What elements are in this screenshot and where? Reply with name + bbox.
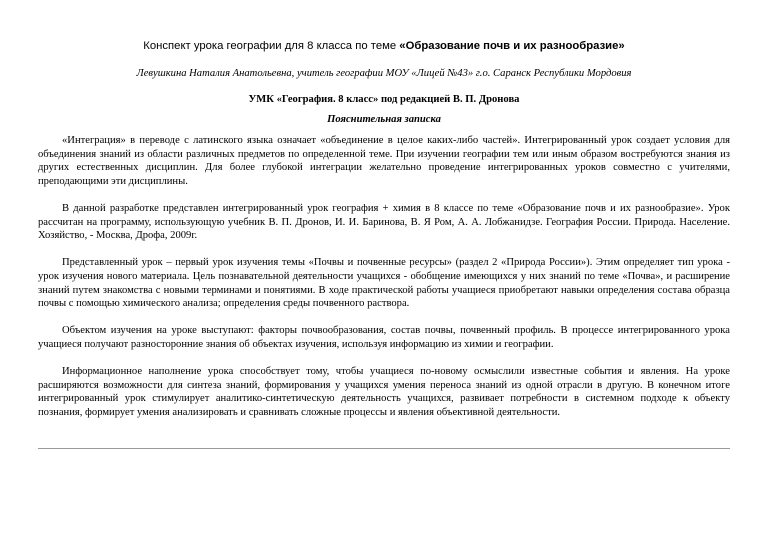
document-body [38, 134, 730, 433]
author-line: Левушкина Наталия Анатольевна, учитель географии МОУ «Лицей №43» г.о. Саранск Республики Мордовия [136, 68, 632, 79]
paragraph: В данной разработке представлен интегрированный урок география + химия в 8 классе по теме «Образование почв и их разнообразие». Урок рассчитан на программу, использующую учебник В. П. Дронов, И. И. Баринова, В. Я Ром, А. А. Лобжанидзе. География России. Природа. Население. Хозяйство, - Москва, Дрофа, 2009г. [38, 202, 730, 242]
paragraph: Представленный урок – первый урок изучения темы «Почвы и почвенные ресурсы» (раздел 2 «Природа России»). Этим определяет тип урока - урок изучения нового материала. Цель познавательной деятельности учащихся - обобщение имеющихся у них знаний по теме «Почва», и расширение знаний путем знакомства с новыми терминами и понятиями. В ходе практической работы учащиеся приобретают навыки определения состава образца почвы с помощью химического анализа; определения среды почвенного раствора. [38, 257, 730, 310]
document-title-topic: «Образование почв и их разнообразие» [399, 40, 625, 52]
paragraph: Объектом изучения на уроке выступают: факторы почвообразования, состав почвы, почвенный профиль. В процессе интегрированного урока учащиеся получают разносторонние знания об объектах изучения, используя информацию из химии и географии. [38, 325, 730, 350]
page-divider [38, 448, 730, 449]
document-title-regular: Конспект урока географии для 8 класса по теме [143, 40, 400, 52]
paragraph: Информационное наполнение урока способствует тому, чтобы учащиеся по-новому осмыслили известные события и явления. На уроке расширяются возможности для синтеза знаний, формирования у учащихся умения переноса знаний из одной отрасли в другую. В конечном итоге интегрированный урок стимулирует аналитико-синтетическую деятельность учащихся, развивает потребности в системном подходе к объекту познания, формирует умения анализировать и сравнивать сложные процессы и явления объективной деятельности. [38, 366, 730, 418]
document-title [38, 40, 730, 52]
umk-line: УМК «География. 8 класс» под редакцией В. П. Дронова [248, 94, 520, 105]
paragraph: «Интеграция» в переводе с латинского языка означает «объединение в целое каких-либо частей». Интегрированный урок создает условия для объединения знаний из области различных предметов по определенной теме. При изучении географии тем или иным образом востребуются знания из других естественных дисциплин. Для более глубокой интеграции желательно проведение интегрированных уроков совместно с учителями, преподающими эти дисциплины. [38, 135, 730, 187]
section-heading: Пояснительная записка [327, 114, 441, 125]
